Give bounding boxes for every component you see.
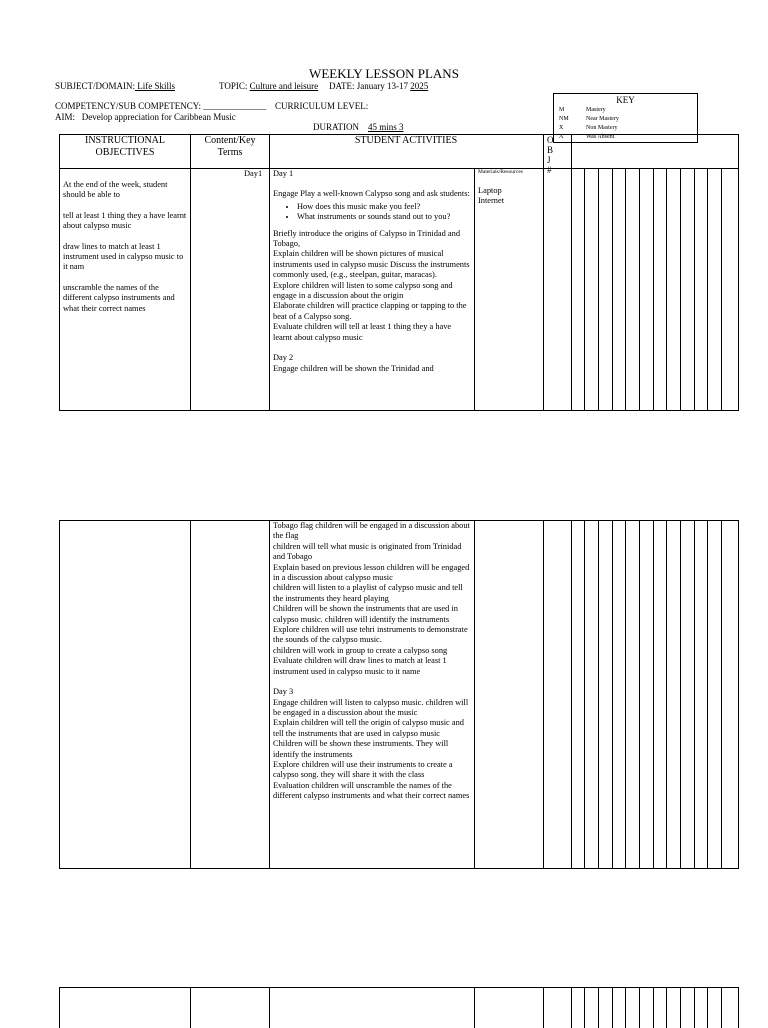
question-item: • What instruments or sounds stand out to you? bbox=[297, 212, 471, 222]
date-field bbox=[329, 81, 428, 91]
topic-value: Culture and leisure bbox=[249, 81, 319, 91]
activity-text: Explore children will use their instruments to create a calypso song. they will share it with the class bbox=[273, 759, 453, 780]
aim-value: Develop appreciation for Caribbean Music bbox=[81, 112, 236, 122]
activity-text: Tobago flag children will be engaged in a discussion about the flag bbox=[273, 521, 470, 541]
curriculum-label: CURRICULUM LEVEL: bbox=[275, 101, 369, 111]
activities-cell-continued bbox=[273, 521, 471, 802]
topic-field bbox=[219, 81, 318, 91]
duration-value: 45 mins 3 bbox=[368, 122, 404, 132]
activity-text: children will tell what music is originated from Trinidad and Tobago bbox=[273, 541, 462, 562]
activity-text: Evaluate children will tell at least 1 thing they a have learnt about calypso music bbox=[273, 322, 452, 342]
header-objectives: INSTRUCTIONAL OBJECTIVES bbox=[85, 135, 165, 158]
activity-text: Briefly introduce the origins of Calypso in Trinidad and Tobago, bbox=[273, 228, 461, 249]
header-activities: STUDENT ACTIVITIES bbox=[354, 135, 458, 146]
duration-label: DURATION bbox=[313, 122, 359, 132]
date-label: DATE: January 13-17 bbox=[329, 81, 408, 91]
material-item: Internet bbox=[478, 196, 505, 206]
duration-field bbox=[313, 122, 404, 132]
materials-list bbox=[478, 186, 504, 207]
key-code: M bbox=[559, 107, 565, 113]
day-heading: Day 3 bbox=[273, 687, 294, 697]
objective-item: tell at least 1 thing they a have learnt about calypso music bbox=[63, 210, 187, 231]
obj-letter: # bbox=[547, 165, 552, 175]
aim-field bbox=[55, 112, 236, 122]
key-code: X bbox=[559, 125, 564, 131]
topic-label: TOPIC: bbox=[219, 81, 248, 91]
question-list bbox=[273, 202, 471, 223]
activity-text: children will listen to a playlist of calypso music and tell the instruments they heard playing bbox=[273, 583, 463, 603]
key-meaning: Was Absent bbox=[586, 134, 615, 140]
key-code: NM bbox=[559, 116, 569, 122]
activity-text: Explain based on previous lesson children will be engaged in a discussion about calypso music bbox=[273, 562, 470, 583]
activity-text: Engage Play a well-known Calypso song and ask students: bbox=[273, 189, 470, 199]
question-item: • How does this music make you feel? bbox=[297, 202, 471, 212]
activity-text: Explain children will be shown pictures of musical instruments used in calypso music Discuss the instruments commonly used, (e.g., steelpan, guitar, maracas). bbox=[273, 249, 470, 280]
activity-text: Explain children will tell the origin of calypso music and tell the instruments that are used in calypso music bbox=[273, 718, 464, 738]
materials-label: Materials/Resources bbox=[478, 169, 523, 175]
content-day-label: Day1 bbox=[244, 169, 263, 178]
activity-text: Elaborate children will practice clapping or tapping to the beat of a Calypso song. bbox=[273, 301, 467, 321]
key-meaning: Mastery bbox=[586, 107, 606, 113]
lesson-table-page1 bbox=[59, 134, 739, 411]
objective-intro: At the end of the week, student should be able to bbox=[63, 180, 168, 200]
curriculum-field bbox=[275, 101, 368, 111]
key-meaning: Near Mastery bbox=[586, 116, 619, 122]
activity-text: Evaluate children will draw lines to match at least 1 instrument used in calypso music to it name bbox=[273, 656, 447, 676]
subject-label: SUBJECT/DOMAIN: bbox=[55, 81, 136, 91]
obj-letter: B bbox=[547, 145, 554, 155]
key-code: A bbox=[559, 134, 564, 140]
competency-field bbox=[55, 101, 266, 111]
activity-text: Children will be shown the instruments that are used in calypso music. children will identify the instruments bbox=[273, 604, 458, 624]
key-title: KEY bbox=[616, 95, 635, 105]
obj-letter: O bbox=[547, 135, 554, 145]
day-heading: Day 1 bbox=[273, 169, 294, 178]
activity-text: Engage children will be shown the Trinidad and bbox=[273, 363, 434, 373]
activity-text: Explore children will use tehri instruments to demonstrate the sounds of the calypso music. bbox=[273, 625, 468, 645]
date-year: 2025 bbox=[410, 81, 429, 91]
competency-label: COMPETENCY/SUB COMPETENCY: bbox=[55, 101, 201, 111]
lesson-table-page3 bbox=[59, 987, 739, 1028]
aim-label: AIM: bbox=[55, 112, 75, 122]
objective-item: draw lines to match at least 1 instrument used in calypso music to it nam bbox=[63, 241, 184, 272]
objectives-cell bbox=[63, 180, 189, 314]
activity-text: children will work in group to create a calypso song bbox=[273, 645, 448, 655]
activity-text: Evaluation children will unscramble the names of the different calypso instruments and what their correct names bbox=[273, 780, 470, 801]
key-row bbox=[559, 125, 618, 131]
key-row bbox=[559, 107, 606, 113]
key-row bbox=[559, 116, 619, 122]
subject-field bbox=[55, 81, 175, 91]
activity-text: Engage children will listen to calypso music. children will be engaged in a discussion about the music bbox=[273, 697, 469, 717]
subject-value: Life Skills bbox=[135, 81, 176, 91]
objective-item: unscramble the names of the different calypso instruments and what their correct names bbox=[63, 282, 175, 313]
key-meaning: Non Mastery bbox=[586, 125, 618, 131]
material-item: Laptop bbox=[478, 186, 502, 195]
activity-text: Explore children will listen to some calypso song and engage in a discussion about the origin bbox=[273, 280, 453, 301]
activities-cell bbox=[273, 169, 471, 374]
header-content: Content/Key Terms bbox=[204, 135, 256, 158]
activity-text: Children will be shown these instruments. They will identify the instruments bbox=[273, 739, 449, 759]
page-title: WEEKLY LESSON PLANS bbox=[309, 66, 459, 81]
lesson-table-page2 bbox=[59, 520, 739, 869]
obj-letter: J bbox=[547, 155, 551, 165]
day-heading: Day 2 bbox=[273, 353, 294, 363]
competency-blank: ______________ bbox=[203, 101, 267, 111]
